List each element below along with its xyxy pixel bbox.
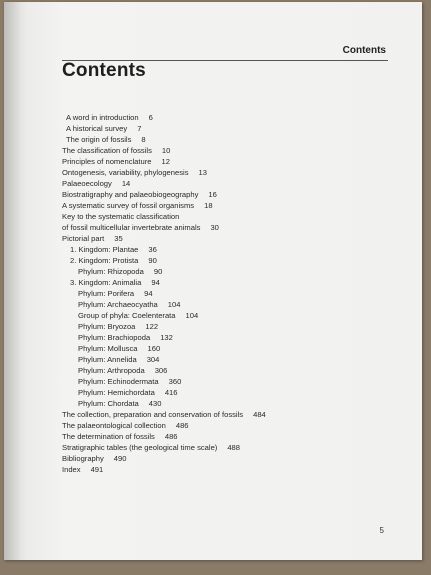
toc-entry: Biostratigraphy and palaeobiogeography 16 [62, 190, 217, 199]
toc-entry: Group of phyla: Coelenterata 104 [78, 311, 199, 320]
toc-entry: Phylum: Rhizopoda 90 [78, 267, 163, 276]
toc-entry: 1. Kingdom: Plantae 36 [70, 245, 157, 254]
toc-entry: 3. Kingdom: Animalia 94 [70, 278, 160, 287]
toc-entry: The origin of fossils 8 [66, 135, 146, 144]
toc-entry: Phylum: Archaeocyatha 104 [78, 300, 181, 309]
toc-entry: A historical survey 7 [66, 124, 142, 133]
toc-entry: Principles of nomenclature 12 [62, 157, 170, 166]
toc-entry: Key to the systematic classification of fossil multicellular invertebrate animals 30 [62, 212, 219, 232]
page-title: Contents [62, 60, 146, 81]
toc-entry: Stratigraphic tables (the geological time scale) 488 [62, 443, 240, 452]
toc-entry: The determination of fossils 486 [62, 432, 178, 441]
toc-entry: Phylum: Annelida 304 [78, 355, 160, 364]
toc-entry: Phylum: Porifera 94 [78, 289, 153, 298]
page-spine-shadow [4, 2, 22, 560]
toc-entry: Palaeoecology 14 [62, 179, 131, 188]
toc-entry: Phylum: Echinodermata 360 [78, 377, 182, 386]
page-number: 5 [379, 526, 384, 535]
book-page [4, 2, 422, 560]
table-of-contents [62, 112, 392, 475]
toc-entry: 2. Kingdom: Protista 90 [70, 256, 157, 265]
toc-entry: Phylum: Arthropoda 306 [78, 366, 168, 375]
toc-entry: Phylum: Bryozoa 122 [78, 322, 159, 331]
toc-entry: The collection, preparation and conservation of fossils 484 [62, 410, 266, 419]
toc-entry: Phylum: Brachiopoda 132 [78, 333, 173, 342]
toc-entry: Phylum: Mollusca 160 [78, 344, 161, 353]
running-head: Contents [342, 45, 386, 56]
toc-entry: Phylum: Hemichordata 416 [78, 388, 178, 397]
toc-entry: Bibliography 490 [62, 454, 127, 463]
toc-entry: Pictorial part 35 [62, 234, 123, 243]
toc-entry: The palaeontological collection 486 [62, 421, 189, 430]
toc-entry: Ontogenesis, variability, phylogenesis 13 [62, 168, 207, 177]
toc-entry: The classification of fossils 10 [62, 146, 171, 155]
toc-entry: A systematic survey of fossil organisms 18 [62, 201, 213, 210]
toc-entry: Index 491 [62, 465, 104, 474]
toc-entry: A word in introduction 6 [66, 113, 153, 122]
toc-entry: Phylum: Chordata 430 [78, 399, 162, 408]
